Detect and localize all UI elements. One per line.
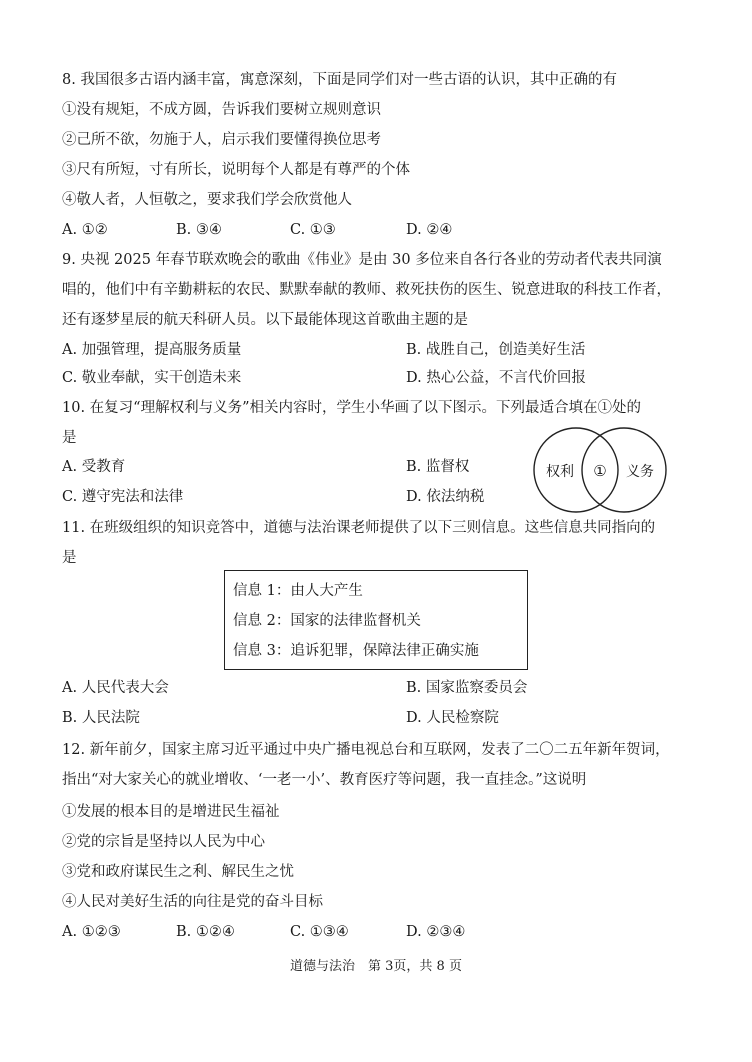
q12-item-3: ③党和政府谋民生之利、解民生之忧 [62, 864, 294, 880]
q12-line-1: 12. 新年前夕，国家主席习近平通过中央广播电视总台和互联网，发表了二〇二五年新年贺词， [62, 742, 670, 758]
q12-option-c: C. ①③④ [290, 924, 349, 940]
q9-option-a: A. 加强管理，提高服务质量 [62, 342, 242, 358]
q8-option-a: A. ①② [62, 222, 108, 238]
venn-label-left: 权利 [546, 464, 574, 480]
q8-item-3: ③尺有所短，寸有所长，说明每个人都是有尊严的个体 [62, 162, 410, 178]
q10-option-b: B. 监督权 [406, 459, 470, 475]
info-line-1: 信息 1：由人大产生 [233, 583, 363, 599]
q9-line-2: 唱的，他们中有辛勤耕耘的农民、默默奉献的教师、救死扶伤的医生、锐意进取的科技工作者， [62, 282, 671, 298]
q12-option-d: D. ②③④ [406, 924, 466, 940]
q11-line-2: 是 [62, 550, 77, 566]
q8-stem: 8. 我国很多古语内涵丰富，寓意深刻，下面是同学们对一些古语的认识，其中正确的有 [62, 72, 617, 88]
q8-option-d: D. ②④ [406, 222, 453, 238]
info-box [224, 570, 528, 670]
q12-line-2: 指出“对大家关心的就业增收、‘一老一小’、教育医疗等问题，我一直挂念。”这说明 [62, 772, 587, 788]
q8-item-1: ①没有规矩，不成方圆，告诉我们要树立规则意识 [62, 102, 381, 118]
q9-line-1: 9. 央视 2025 年春节联欢晚会的歌曲《伟业》是由 30 多位来自各行各业的劳动者代表共同演 [62, 252, 662, 268]
q11-option-d: D. 人民检察院 [406, 710, 499, 726]
q10-line-1: 10. 在复习“理解权利与义务”相关内容时，学生小华画了以下图示。下列最适合填在①处的 [62, 400, 641, 416]
q9-line-3: 还有逐梦星辰的航天科研人员。以下最能体现这首歌曲主题的是 [62, 312, 468, 328]
q12-item-4: ④人民对美好生活的向往是党的奋斗目标 [62, 894, 323, 910]
q8-item-4: ④敬人者，人恒敬之，要求我们学会欣赏他人 [62, 192, 352, 208]
q10-option-d: D. 依法纳税 [406, 489, 485, 505]
q11-line-1: 11. 在班级组织的知识竞答中，道德与法治课老师提供了以下三则信息。这些信息共同指向的 [62, 520, 656, 536]
q9-option-c: C. 敬业奉献，实干创造未来 [62, 370, 242, 386]
q12-item-1: ①发展的根本目的是增进民生福祉 [62, 804, 280, 820]
page-footer: 道德与法治 第 3页，共 8 页 [290, 959, 462, 974]
info-line-2: 信息 2：国家的法律监督机关 [233, 613, 421, 629]
venn-svg [532, 426, 670, 514]
q11-option-b: B. 国家监察委员会 [406, 680, 528, 696]
q10-line-2: 是 [62, 430, 77, 446]
q12-option-b: B. ①②④ [176, 924, 235, 940]
q8-item-2: ②己所不欲，勿施于人，启示我们要懂得换位思考 [62, 132, 381, 148]
q12-item-2: ②党的宗旨是坚持以人民为中心 [62, 834, 265, 850]
q12-option-a: A. ①②③ [62, 924, 121, 940]
venn-label-middle: ① [593, 462, 607, 480]
q9-option-b: B. 战胜自己，创造美好生活 [406, 342, 586, 358]
q10-option-a: A. 受教育 [62, 459, 126, 475]
q10-option-c: C. 遵守宪法和法律 [62, 489, 184, 505]
info-line-3: 信息 3：追诉犯罪，保障法律正确实施 [233, 643, 479, 659]
q8-option-c: C. ①③ [290, 222, 336, 238]
q11-option-a: A. 人民代表大会 [62, 680, 169, 696]
q8-option-b: B. ③④ [176, 222, 222, 238]
q9-option-d: D. 热心公益，不言代价回报 [406, 370, 586, 386]
venn-diagram [532, 426, 670, 514]
q11-option-c: B. 人民法院 [62, 710, 140, 726]
venn-label-right: 义务 [626, 464, 654, 480]
